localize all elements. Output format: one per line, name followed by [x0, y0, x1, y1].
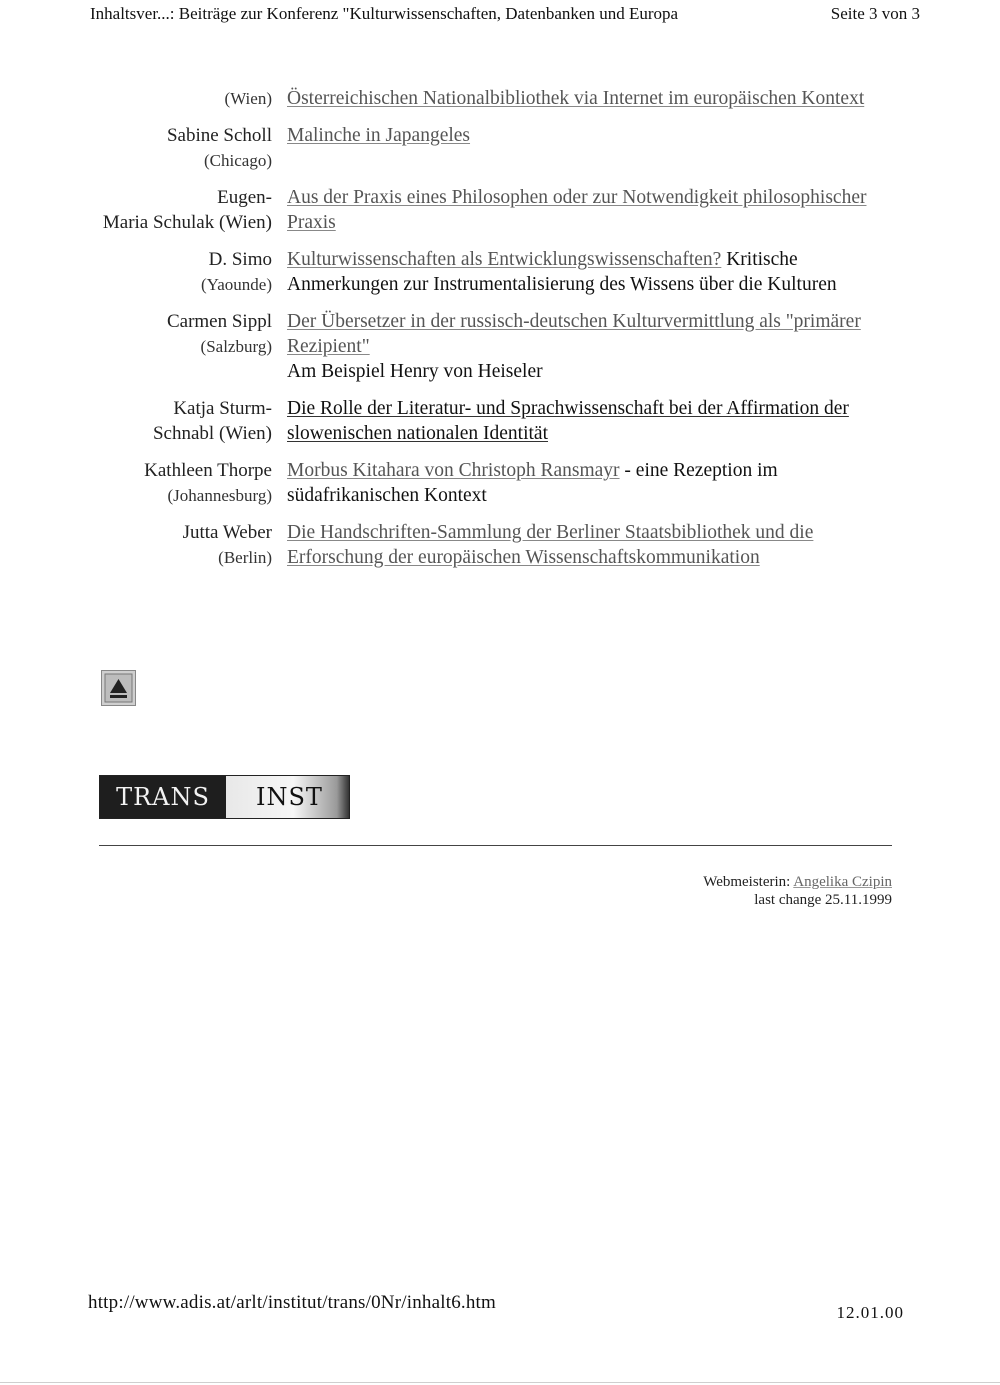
webmaster-link[interactable]: Angelika Czipin: [793, 874, 892, 890]
author-name: Eugen-: [217, 187, 272, 208]
author-location: (Wien): [224, 89, 272, 108]
contribution-title: [287, 247, 890, 297]
page-edge: [0, 1382, 1000, 1383]
author-location: (Johannesburg): [167, 486, 272, 505]
contribution-link[interactable]: Die Rolle der Literatur- und Sprachwissenschaft bei der Affirmation der slowenischen nationalen Identität: [287, 398, 849, 444]
author-name: Kathleen Thorpe: [144, 460, 272, 481]
contribution-link[interactable]: Aus der Praxis eines Philosophen oder zur Notwendigkeit philosophischer Praxis: [287, 187, 867, 233]
author-name: Katja Sturm-: [173, 398, 272, 419]
contribution-author: [90, 396, 272, 446]
contribution-row: [90, 309, 890, 384]
contribution-author: [90, 185, 272, 235]
contribution-title: [287, 86, 890, 111]
back-to-top-button[interactable]: [101, 670, 136, 706]
contribution-title: [287, 458, 890, 508]
contribution-title: [287, 309, 890, 384]
contribution-subtitle: Am Beispiel Henry von Heiseler: [287, 361, 543, 382]
contribution-title: [287, 185, 890, 235]
contribution-row: [90, 86, 890, 111]
print-header-title: Inhaltsver...: Beiträge zur Konferenz "Kulturwissenschaften, Datenbanken und Europa: [90, 4, 679, 23]
print-header-page: Seite 3 von 3: [830, 4, 920, 23]
webmaster-line: [703, 873, 892, 891]
contribution-link[interactable]: Der Übersetzer in der russisch-deutschen Kulturvermittlung als "primärer Rezipient": [287, 311, 861, 357]
contribution-link[interactable]: Kulturwissenschaften als Entwicklungswissenschaften?: [287, 249, 722, 270]
contribution-subtitle: Kritische Anmerkungen zur Instrumentalisierung des Wissens über die Kulturen: [287, 249, 837, 295]
print-header: [90, 4, 920, 24]
author-name-cont: Schnabl (Wien): [152, 423, 272, 444]
author-location: (Yaounde): [201, 275, 272, 294]
author-name: D. Simo: [208, 249, 272, 270]
logo-inst: INST: [226, 776, 349, 818]
trans-inst-logo[interactable]: [99, 775, 350, 819]
print-date: 12.01.00: [836, 1303, 904, 1322]
last-change: last change 25.11.1999: [754, 892, 892, 908]
contribution-title: [287, 396, 890, 446]
up-arrow-icon: [102, 671, 135, 705]
contribution-title: [287, 123, 890, 173]
author-location: (Chicago): [204, 151, 272, 170]
contribution-author: [90, 247, 272, 297]
author-name: Sabine Scholl: [166, 125, 272, 146]
contribution-author: [90, 123, 272, 173]
author-location: (Salzburg): [200, 337, 272, 356]
contribution-link[interactable]: Malinche in Japangeles: [287, 125, 471, 146]
contribution-subtitle: - eine Rezeption im südafrikanischen Kontext: [287, 460, 778, 506]
contributions-list: [90, 86, 890, 582]
contribution-row: [90, 123, 890, 173]
contribution-row: [90, 185, 890, 235]
contribution-row: [90, 520, 890, 570]
contribution-author: [90, 458, 272, 508]
footer-divider: [99, 845, 892, 846]
contribution-link[interactable]: Die Handschriften-Sammlung der Berliner Staatsbibliothek und die Erforschung der europäischen Wissenschaftskommunikation: [287, 522, 814, 568]
contribution-link[interactable]: Österreichischen Nationalbibliothek via Internet im europäischen Kontext: [287, 88, 865, 109]
contribution-row: [90, 458, 890, 508]
author-location: (Berlin): [218, 548, 272, 567]
contribution-author: [90, 86, 272, 111]
contribution-title: [287, 520, 890, 570]
author-name: Carmen Sippl: [166, 311, 272, 332]
contribution-row: [90, 247, 890, 297]
author-name: Jutta Weber: [182, 522, 272, 543]
contribution-author: [90, 520, 272, 570]
author-name-cont: Maria Schulak (Wien): [102, 212, 272, 233]
contribution-row: [90, 396, 890, 446]
site-footer: [703, 873, 892, 909]
print-url: http://www.adis.at/arlt/institut/trans/0Nr/inhalt6.htm: [88, 1292, 497, 1313]
webmaster-label: Webmeisterin:: [703, 874, 794, 890]
contribution-author: [90, 309, 272, 384]
contribution-link[interactable]: Morbus Kitahara von Christoph Ransmayr: [287, 460, 620, 481]
logo-trans: TRANS: [100, 776, 226, 818]
